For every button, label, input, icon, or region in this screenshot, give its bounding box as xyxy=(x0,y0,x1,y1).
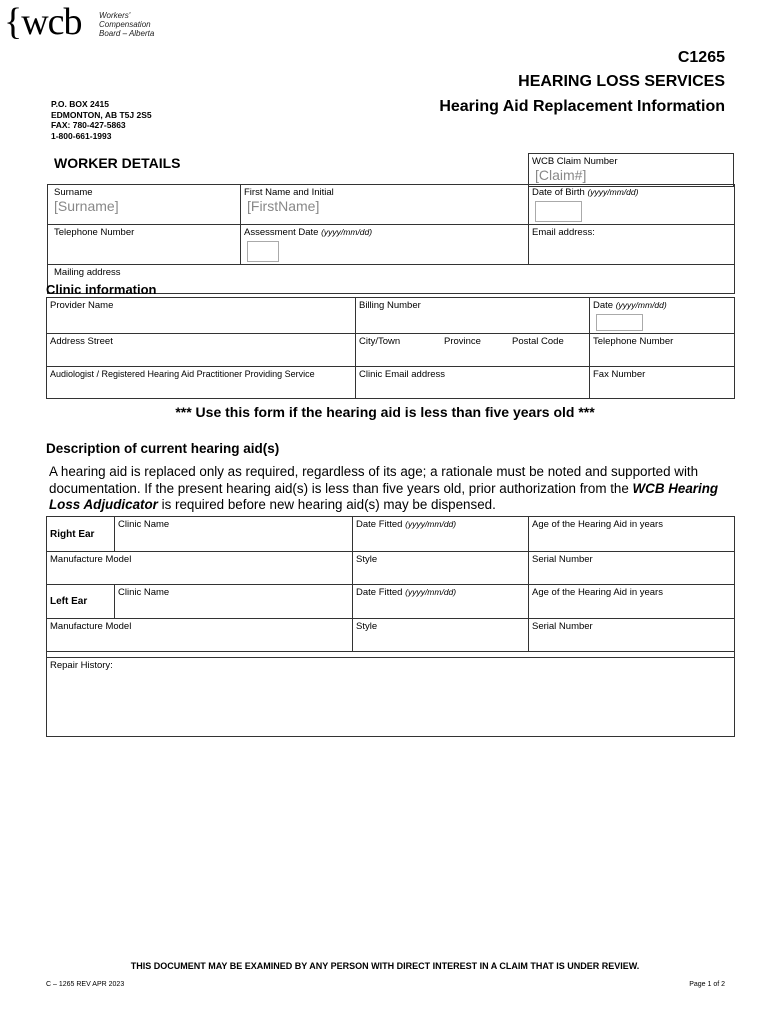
clinic-date-input-box[interactable] xyxy=(596,314,643,331)
billing-number-label: Billing Number xyxy=(359,300,421,311)
left-style-label: Style xyxy=(356,621,378,632)
left-date-fitted-label xyxy=(356,587,456,598)
page-number: Page 1 of 2 xyxy=(689,981,725,988)
left-ear-label: Left Ear xyxy=(50,596,88,607)
surname-field[interactable] xyxy=(48,185,241,225)
date-of-birth-label xyxy=(532,187,638,198)
clinic-telephone-field[interactable] xyxy=(590,334,735,367)
repair-history-label: Repair History: xyxy=(50,660,113,671)
right-style-field[interactable] xyxy=(353,552,529,585)
form-revision: C – 1265 REV APR 2023 xyxy=(46,981,125,988)
claim-number-table xyxy=(528,153,734,187)
left-date-fitted-format: (yyyy/mm/dd) xyxy=(405,587,457,597)
hearing-aid-table xyxy=(46,516,735,737)
right-date-fitted-field[interactable] xyxy=(353,517,529,552)
left-serial-field[interactable] xyxy=(529,619,735,652)
first-name-label: First Name and Initial xyxy=(244,187,334,198)
address-line-1: P.O. BOX 2415 xyxy=(51,99,109,109)
left-serial-label: Serial Number xyxy=(532,621,593,632)
description-text-1: A hearing aid is replaced only as required, regardless of its age; a rationale must be noted and supported with documentation. If the present hearing aid(s) is less than five years old, prior authorization from the xyxy=(49,464,699,496)
assessment-date-field[interactable] xyxy=(241,225,529,265)
claim-number-label: WCB Claim Number xyxy=(532,156,618,167)
left-ear-cell xyxy=(47,585,115,619)
clinic-date-label xyxy=(593,300,667,311)
logo-line-2: Compensation xyxy=(99,20,151,29)
wcb-logo-text xyxy=(99,11,154,38)
left-model-label: Manufacture Model xyxy=(50,621,132,632)
fax-number-field[interactable] xyxy=(590,367,735,399)
assessment-format: (yyyy/mm/dd) xyxy=(321,227,373,237)
dob-input-box[interactable] xyxy=(535,201,582,222)
right-ear-label: Right Ear xyxy=(50,528,95,540)
address-line-2: EDMONTON, AB T5J 2S5 xyxy=(51,109,152,120)
assessment-input-box[interactable] xyxy=(247,241,279,262)
date-of-birth-field[interactable] xyxy=(529,185,735,225)
right-model-label: Manufacture Model xyxy=(50,554,132,565)
left-date-fitted-text: Date Fitted xyxy=(356,587,403,598)
right-date-fitted-label xyxy=(356,519,456,530)
surname-placeholder: [Surname] xyxy=(54,198,119,214)
worker-details-title: WORKER DETAILS xyxy=(54,155,181,171)
left-date-fitted-field[interactable] xyxy=(353,585,529,619)
first-name-field[interactable] xyxy=(241,185,529,225)
audiologist-label: Audiologist / Registered Hearing Aid Practitioner Providing Service xyxy=(50,369,315,379)
repair-history-field[interactable] xyxy=(47,658,735,737)
right-ear-cell xyxy=(47,517,115,552)
right-date-fitted-format: (yyyy/mm/dd) xyxy=(405,519,457,529)
right-model-field[interactable] xyxy=(47,552,353,585)
worker-details-table xyxy=(47,184,735,294)
description-title: Description of current hearing aid(s) xyxy=(46,441,280,456)
address-street-label: Address Street xyxy=(50,336,113,347)
mailing-address-label: Mailing address xyxy=(54,267,121,278)
clinic-telephone-label: Telephone Number xyxy=(593,336,674,347)
dob-format: (yyyy/mm/dd) xyxy=(587,187,639,197)
billing-number-field[interactable] xyxy=(356,298,590,334)
right-serial-label: Serial Number xyxy=(532,554,593,565)
description-adjudicator: WCB Hearing Loss Adjudicator xyxy=(49,480,719,512)
form-title: HEARING LOSS SERVICES xyxy=(518,73,725,90)
telephone-label: Telephone Number xyxy=(54,227,135,238)
provider-name-field[interactable] xyxy=(47,298,356,334)
address-phone: 1-800-661-1993 xyxy=(51,130,112,141)
left-model-field[interactable] xyxy=(47,619,353,652)
right-clinic-name-field[interactable] xyxy=(115,517,353,552)
email-label: Email address: xyxy=(532,227,595,238)
email-field[interactable] xyxy=(529,225,735,265)
left-clinic-name-label: Clinic Name xyxy=(118,587,170,598)
right-serial-field[interactable] xyxy=(529,552,735,585)
clinic-date-text: Date xyxy=(593,300,614,311)
assessment-text: Assessment Date xyxy=(244,227,319,238)
fax-number-label: Fax Number xyxy=(593,369,646,380)
review-notice: THIS DOCUMENT MAY BE EXAMINED BY ANY PERSON WITH DIRECT INTEREST IN A CLAIM THAT IS UNDER REVIEW. xyxy=(130,961,640,971)
right-clinic-name-label: Clinic Name xyxy=(118,519,170,530)
claim-number-field[interactable] xyxy=(529,154,734,187)
clinic-info-table xyxy=(46,297,735,399)
left-age-label: Age of the Hearing Aid in years xyxy=(532,587,663,598)
claim-number-placeholder: [Claim#] xyxy=(535,167,587,183)
left-style-field[interactable] xyxy=(353,619,529,652)
description-paragraph xyxy=(49,464,739,514)
clinic-date-format: (yyyy/mm/dd) xyxy=(615,300,667,310)
provider-name-label: Provider Name xyxy=(50,300,114,311)
right-date-fitted-text: Date Fitted xyxy=(356,519,403,530)
city-label: City/Town xyxy=(359,336,401,347)
right-age-field[interactable] xyxy=(529,517,735,552)
assessment-date-label xyxy=(244,227,372,238)
clinic-info-title: Clinic information xyxy=(46,282,157,297)
city-province-postal-field[interactable] xyxy=(356,334,590,367)
clinic-email-label: Clinic Email address xyxy=(359,369,446,380)
right-style-label: Style xyxy=(356,554,378,565)
dob-text: Date of Birth xyxy=(532,187,585,198)
left-clinic-name-field[interactable] xyxy=(115,585,353,619)
clinic-email-field[interactable] xyxy=(356,367,590,399)
clinic-date-field[interactable] xyxy=(590,298,735,334)
address-street-field[interactable] xyxy=(47,334,356,367)
logo-line-3: Board – Alberta xyxy=(99,29,155,38)
logo-line-1: Workers' xyxy=(99,11,131,20)
five-year-notice: *** Use this form if the hearing aid is less than five years old *** xyxy=(175,404,595,420)
wcb-logo: {wcb xyxy=(4,1,82,43)
telephone-field[interactable] xyxy=(48,225,241,265)
mailing-address-block xyxy=(51,99,152,141)
province-label: Province xyxy=(444,336,481,347)
form-code: C1265 xyxy=(677,49,725,66)
audiologist-field[interactable] xyxy=(47,367,356,399)
address-fax: FAX: 780-427-5863 xyxy=(51,120,126,130)
postal-code-label: Postal Code xyxy=(512,336,564,347)
left-age-field[interactable] xyxy=(529,585,735,619)
form-subtitle: Hearing Aid Replacement Information xyxy=(439,98,725,115)
first-name-placeholder: [FirstName] xyxy=(247,198,320,214)
surname-label: Surname xyxy=(54,187,93,198)
right-age-label: Age of the Hearing Aid in years xyxy=(532,519,663,530)
description-text-2: is required before new hearing aid(s) may be dispensed. xyxy=(157,497,496,512)
